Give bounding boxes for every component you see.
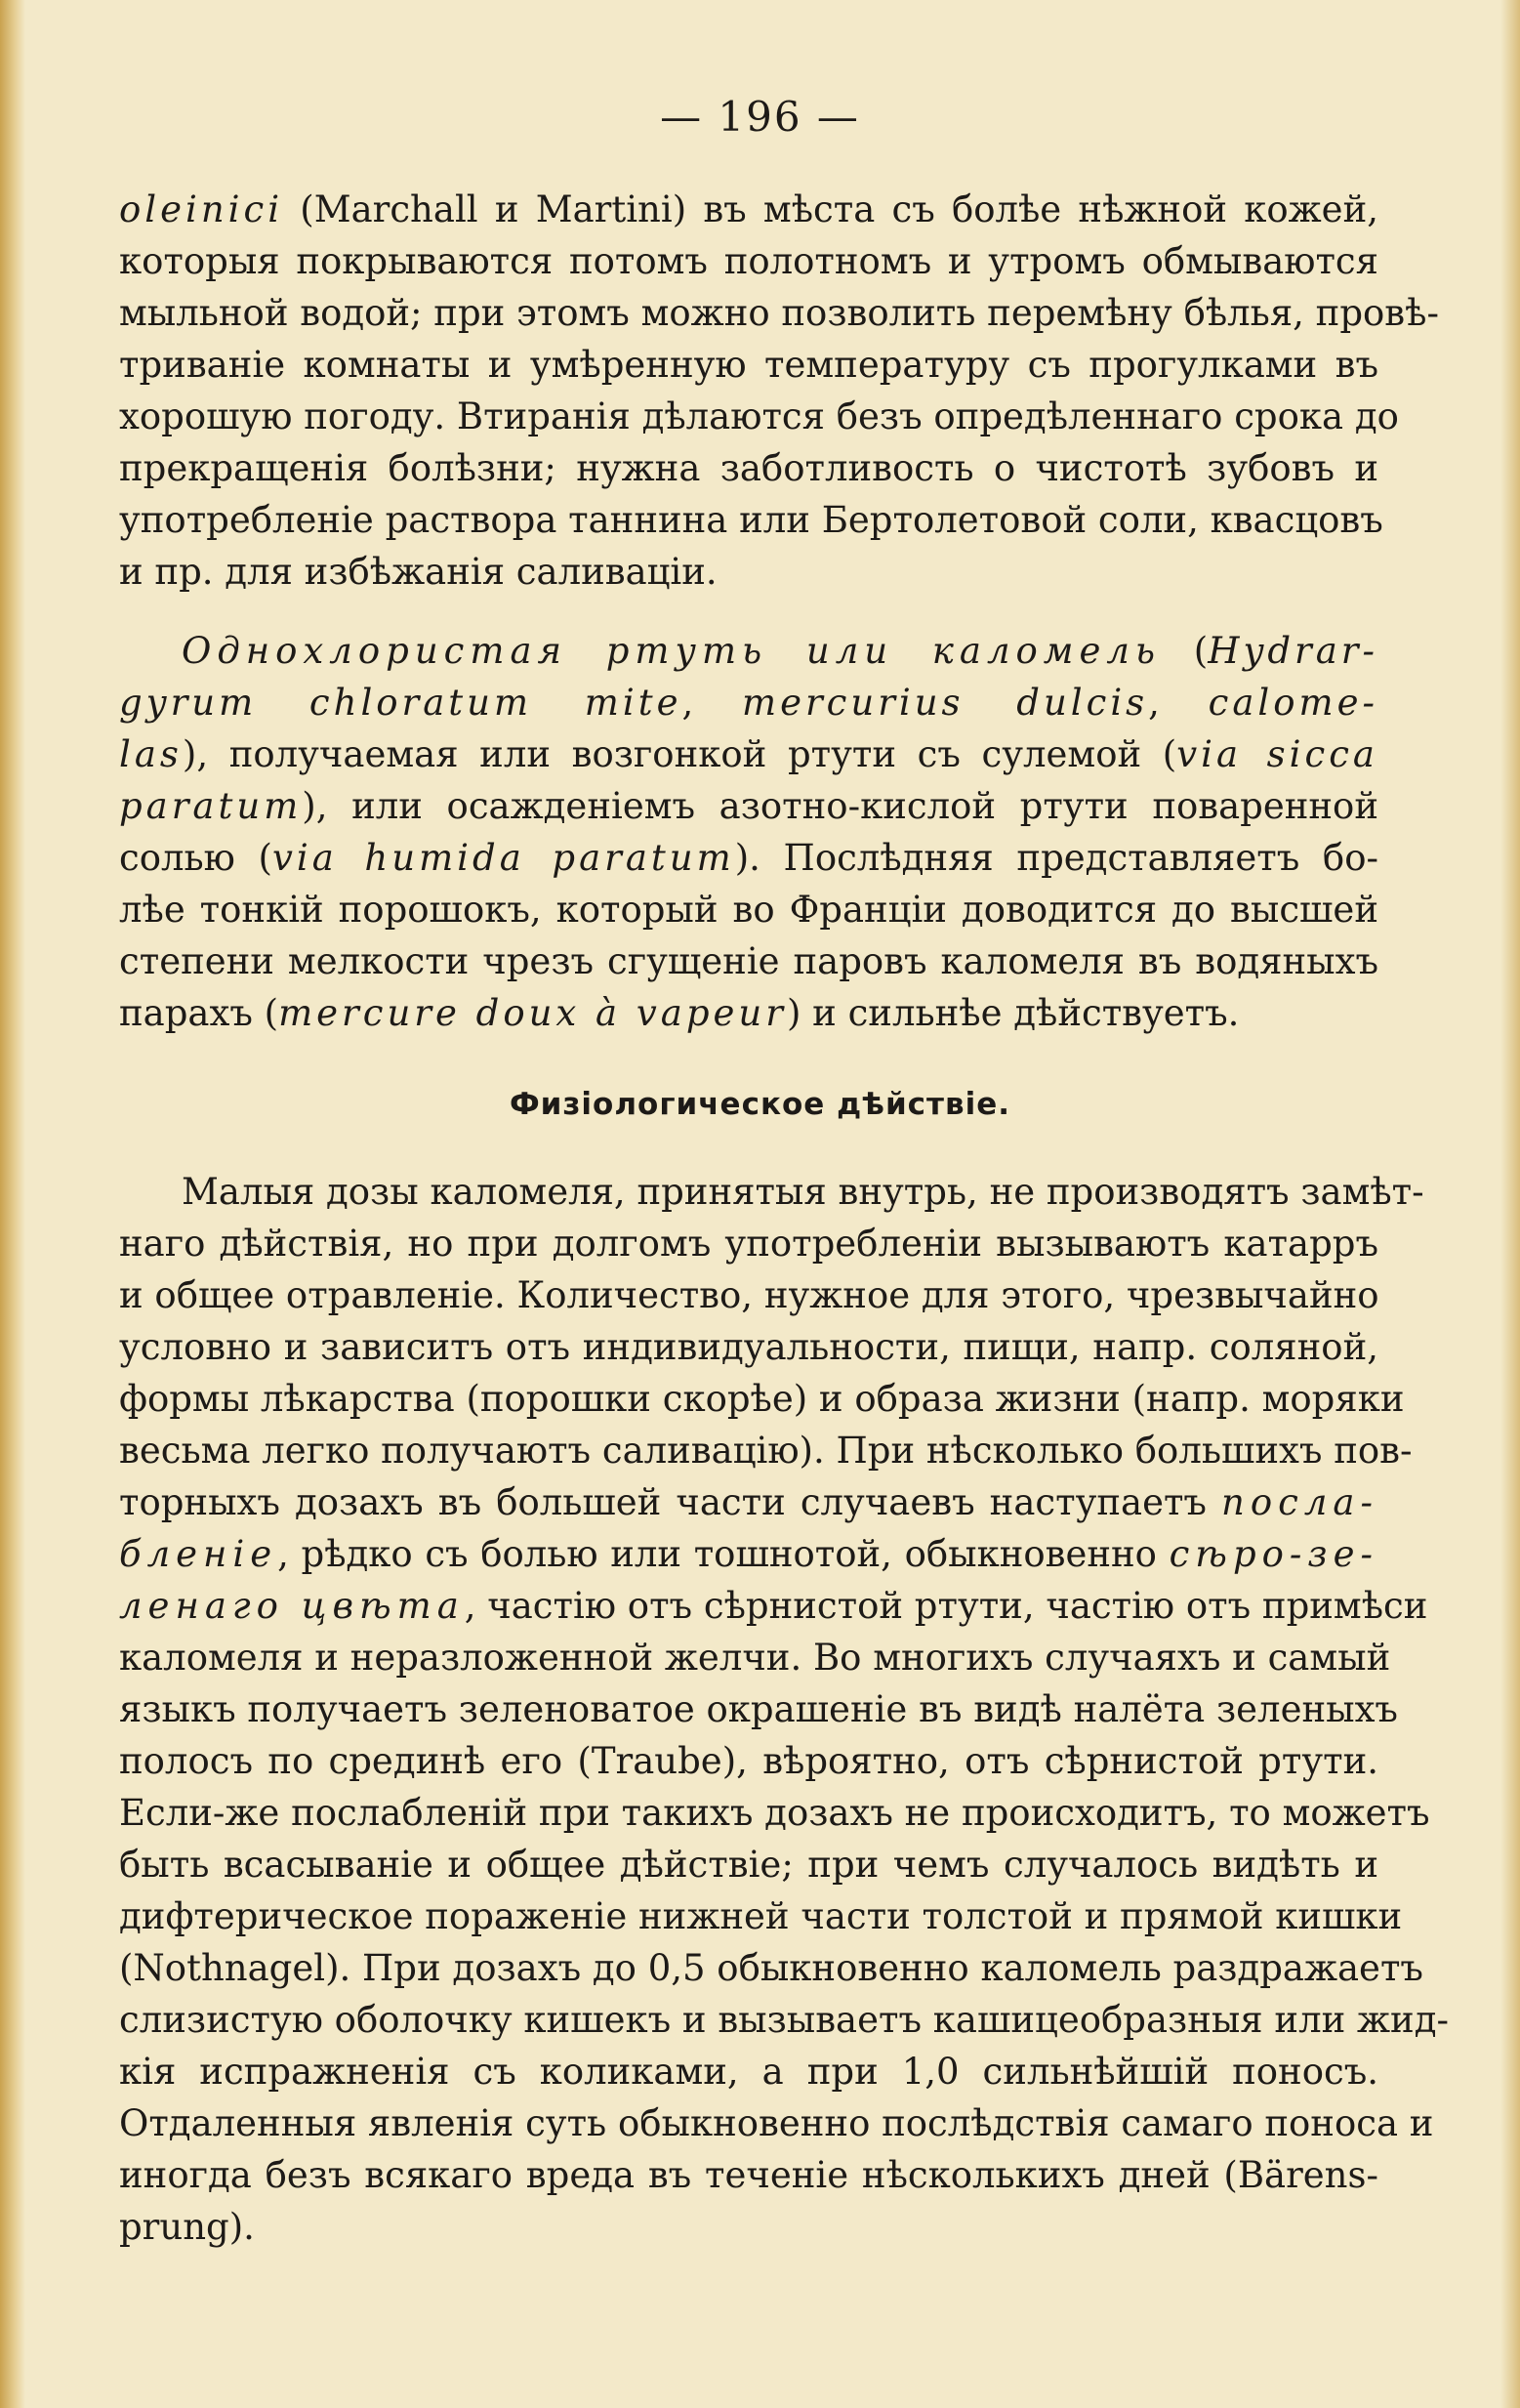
text-run: ). Послѣдняя представляетъ бо- — [734, 837, 1378, 879]
text-run: ) и сильнѣе дѣйствуетъ. — [786, 992, 1240, 1034]
emphasized-term: Однохлористая ртуть или каломель — [182, 630, 1162, 672]
emphasized-term: посла- — [1221, 1481, 1378, 1523]
latin-term: via sicca — [1176, 733, 1378, 775]
latin-term: Hydrar- — [1208, 630, 1378, 672]
text-line — [119, 1735, 1378, 1787]
text-run: языкъ получаетъ зеленоватое окрашеніе въ видѣ налёта зеленыхъ — [119, 1688, 1398, 1730]
text-line — [119, 1321, 1378, 1373]
text-run: условно и зависитъ отъ индивидуальности, пищи, напр. соляной, — [119, 1326, 1378, 1368]
text-line — [119, 884, 1378, 935]
text-run: парахъ ( — [119, 992, 279, 1034]
text-run: весьма легко получаютъ саливацію). При нѣсколько большихъ пов- — [119, 1430, 1413, 1472]
text-run: и общее отравленіе. Количество, нужное для этого, чрезвычайно — [119, 1274, 1379, 1316]
emphasized-term: ленаго цвѣта — [119, 1585, 465, 1627]
text-line — [119, 1218, 1378, 1269]
text-line — [119, 1269, 1378, 1321]
text-line — [119, 442, 1378, 494]
text-line — [119, 2149, 1378, 2201]
text-line — [119, 780, 1378, 832]
page-edge-left — [0, 0, 25, 2408]
emphasized-term: сѣро-зе- — [1169, 1533, 1378, 1575]
text-run: полосъ по срединѣ его (Traube), вѣроятно, отъ сѣрнистой ртути. — [119, 1740, 1378, 1782]
text-run: Отдаленныя явленія суть обыкновенно послѣдствія самаго поноса и — [119, 2102, 1434, 2144]
text-line — [119, 2046, 1378, 2097]
text-run: степени мелкости чрезъ сгущеніе паровъ каломеля въ водяныхъ — [119, 940, 1378, 982]
text-line — [119, 832, 1378, 884]
latin-term: via humida paratum — [271, 837, 735, 879]
text-run: ), получаемая или возгонкой ртути съ сулемой ( — [182, 733, 1177, 775]
text-run: хорошую погоду. Втиранія дѣлаются безъ опредѣленнаго срока до — [119, 395, 1399, 437]
latin-term: mercurius dulcis — [741, 682, 1149, 724]
text-run: prung). — [119, 2206, 255, 2248]
text-run: которыя покрываются потомъ полотномъ и утромъ обмываются — [119, 240, 1378, 282]
text-line — [119, 625, 1378, 677]
text-run: и пр. для избѣжанія саливаціи. — [119, 551, 718, 593]
page-number: — 196 — — [660, 93, 860, 141]
text-run: Малыя дозы каломеля, принятыя внутрь, не производятъ замѣт- — [182, 1171, 1424, 1213]
text-line — [119, 391, 1399, 442]
text-run: Если-же послабленій при такихъ дозахъ не происходитъ, то можетъ — [119, 1792, 1430, 1834]
text-run: кія испражненія съ коликами, а при 1,0 сильнѣйшій поносъ. — [119, 2051, 1378, 2093]
latin-term: gyrum chloratum mite — [119, 682, 682, 724]
text-line — [119, 184, 1378, 235]
text-run: , — [681, 682, 742, 724]
text-line — [119, 1787, 1430, 1839]
paragraph-calomel-description — [119, 625, 1378, 1039]
text-line — [119, 1942, 1423, 1994]
text-run: (Nothnagel). При дозахъ до 0,5 обыкновенно каломель раздражаетъ — [119, 1947, 1423, 1989]
text-line — [119, 1683, 1398, 1735]
text-line — [119, 1373, 1405, 1425]
text-line — [119, 728, 1378, 780]
text-run: торныхъ дозахъ въ большей части случаевъ наступаетъ — [119, 1481, 1222, 1523]
paragraph-physiological-action — [119, 1166, 1449, 2253]
section-heading: Физіологическое дѣйствіе. — [509, 1087, 1011, 1122]
text-line — [119, 1476, 1378, 1528]
text-line — [119, 1890, 1403, 1942]
text-run: иногда безъ всякаго вреда въ теченіе нѣсколькихъ дней (Bärens- — [119, 2154, 1378, 2196]
text-line — [119, 494, 1383, 546]
text-line — [119, 935, 1378, 987]
text-run: быть всасываніе и общее дѣйствіе; при чемъ случалось видѣть и — [119, 1844, 1378, 1886]
text-run: употребленіе раствора таннина или Бертолетовой соли, квасцовъ — [119, 499, 1383, 541]
text-line — [119, 1528, 1378, 1580]
text-run: , — [1148, 682, 1209, 724]
text-line — [119, 987, 1378, 1039]
latin-term: calome- — [1208, 682, 1379, 724]
text-line — [119, 546, 1378, 598]
latin-term: oleinici — [119, 188, 284, 230]
text-run: дифтерическое пораженіе нижней части толстой и прямой кишки — [119, 1895, 1403, 1937]
emphasized-term: бленіе — [119, 1533, 278, 1575]
latin-term: paratum — [119, 785, 303, 827]
text-line — [119, 1994, 1449, 2046]
text-run: лѣе тонкій порошокъ, который во Франціи доводится до высшей — [119, 889, 1378, 931]
text-run: слизистую оболочку кишекъ и вызываетъ кашицеобразныя или жид- — [119, 1999, 1449, 2041]
text-run: триваніе комнаты и умѣренную температуру съ прогулками въ — [119, 344, 1378, 386]
text-run: солью ( — [119, 837, 272, 879]
text-line — [119, 677, 1378, 728]
latin-term: mercure doux à vapeur — [278, 992, 787, 1034]
text-line — [119, 1166, 1424, 1218]
page-edge-right — [1500, 0, 1520, 2408]
text-run: каломеля и неразложенной желчи. Во многихъ случаяхъ и самый — [119, 1637, 1391, 1679]
text-line — [119, 1580, 1428, 1632]
text-run: мыльной водой; при этомъ можно позволить перемѣну бѣлья, провѣ- — [119, 292, 1439, 334]
text-line — [119, 1632, 1391, 1683]
text-line — [119, 235, 1378, 287]
text-line — [119, 287, 1439, 339]
text-run: прекращенія болѣзни; нужна заботливость о чистотѣ зубовъ и — [119, 447, 1378, 489]
text-run: (Marchall и Martini) въ мѣста съ болѣе нѣжной кожей, — [283, 188, 1378, 230]
text-line — [119, 1425, 1413, 1476]
paragraph-mercury-rubbing — [119, 184, 1439, 598]
text-run: формы лѣкарства (порошки скорѣе) и образа жизни (напр. моряки — [119, 1378, 1405, 1420]
text-line — [119, 1839, 1378, 1890]
text-run: наго дѣйствія, но при долгомъ употребленіи вызываютъ катарръ — [119, 1223, 1378, 1265]
text-run: , рѣдко съ болью или тошнотой, обыкновенно — [277, 1533, 1170, 1575]
text-run: ( — [1161, 630, 1209, 672]
text-run: , частію отъ сѣрнистой ртути, частію отъ примѣси — [464, 1585, 1428, 1627]
latin-term: las — [119, 733, 183, 775]
text-line — [119, 339, 1378, 391]
text-run: ), или осажденіемъ азотно-кислой ртути поваренной — [302, 785, 1378, 827]
text-line — [119, 2201, 1378, 2253]
text-line — [119, 2097, 1434, 2149]
